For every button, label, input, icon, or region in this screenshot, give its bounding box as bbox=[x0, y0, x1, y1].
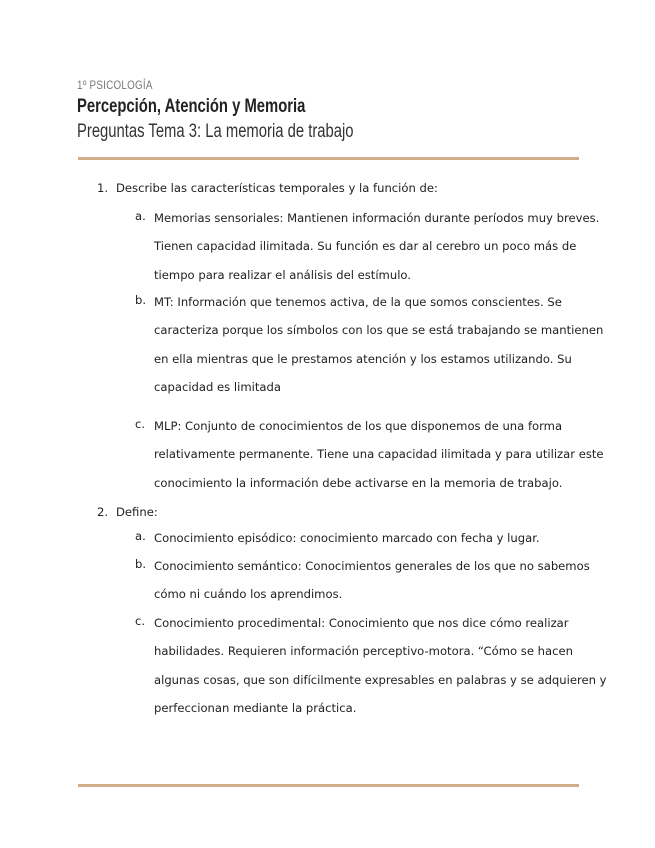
item-letter: b. bbox=[135, 557, 147, 571]
item-letter: a. bbox=[135, 529, 146, 543]
footer-divider bbox=[78, 784, 579, 787]
item-line: Tienen capacidad ilimitada. Su función es dar al cerebro un poco más de bbox=[154, 239, 577, 254]
item-text bbox=[154, 609, 607, 722]
question-number: 1. bbox=[97, 181, 109, 195]
document-title: Percepción, Atención y Memoria bbox=[77, 96, 306, 117]
item-line: en ella mientras que le prestamos atención y los estamos utilizando. Su bbox=[154, 351, 572, 366]
course-label: 1º PSICOLOGÍA bbox=[77, 78, 153, 92]
item-letter: b. bbox=[135, 293, 147, 307]
item-text bbox=[154, 204, 600, 289]
item-line: algunas cosas, que son difícilmente expresables en palabras y se adquieren y bbox=[154, 672, 607, 687]
question-text: Describe las características temporales y la función de: bbox=[116, 181, 438, 195]
item-line: capacidad es limitada bbox=[154, 379, 281, 394]
item-text bbox=[154, 552, 590, 609]
item-line: Memorias sensoriales: Mantienen información durante períodos muy breves. bbox=[154, 211, 600, 225]
header-divider bbox=[78, 157, 579, 160]
item-line: tiempo para realizar el análisis del estímulo. bbox=[154, 267, 411, 282]
item-letter: a. bbox=[135, 209, 146, 223]
question-number: 2. bbox=[97, 505, 109, 519]
item-line: conocimiento la información debe activarse en la memoria de trabajo. bbox=[154, 475, 563, 490]
item-line: MLP: Conjunto de conocimientos de los que disponemos de una forma bbox=[154, 419, 563, 433]
question-text: Define: bbox=[116, 505, 158, 519]
item-line: Conocimiento episódico: conocimiento marcado con fecha y lugar. bbox=[154, 531, 540, 545]
item-line: MT: Información que tenemos activa, de la que somos conscientes. Se bbox=[154, 295, 562, 309]
item-line: relativamente permanente. Tiene una capacidad ilimitada y para utilizar este bbox=[154, 447, 604, 462]
document-header bbox=[77, 76, 580, 145]
item-text bbox=[154, 412, 604, 497]
item-letter: c. bbox=[135, 614, 146, 628]
item-line: cómo ni cuándo los aprendimos. bbox=[154, 587, 343, 602]
item-text bbox=[154, 524, 584, 552]
item-line: perfeccionan mediante la práctica. bbox=[154, 700, 357, 715]
item-text bbox=[154, 288, 604, 401]
item-line: habilidades. Requieren información perceptivo-motora. “Cómo se hacen bbox=[154, 644, 573, 659]
item-line: Conocimiento procedimental: Conocimiento que nos dice cómo realizar bbox=[154, 616, 569, 630]
item-letter: c. bbox=[135, 417, 146, 431]
item-line: caracteriza porque los símbolos con los que se está trabajando se mantienen bbox=[154, 323, 604, 338]
item-line: Conocimiento semántico: Conocimientos generales de los que no sabemos bbox=[154, 559, 590, 573]
document-subtitle: Preguntas Tema 3: La memoria de trabajo bbox=[77, 121, 354, 142]
